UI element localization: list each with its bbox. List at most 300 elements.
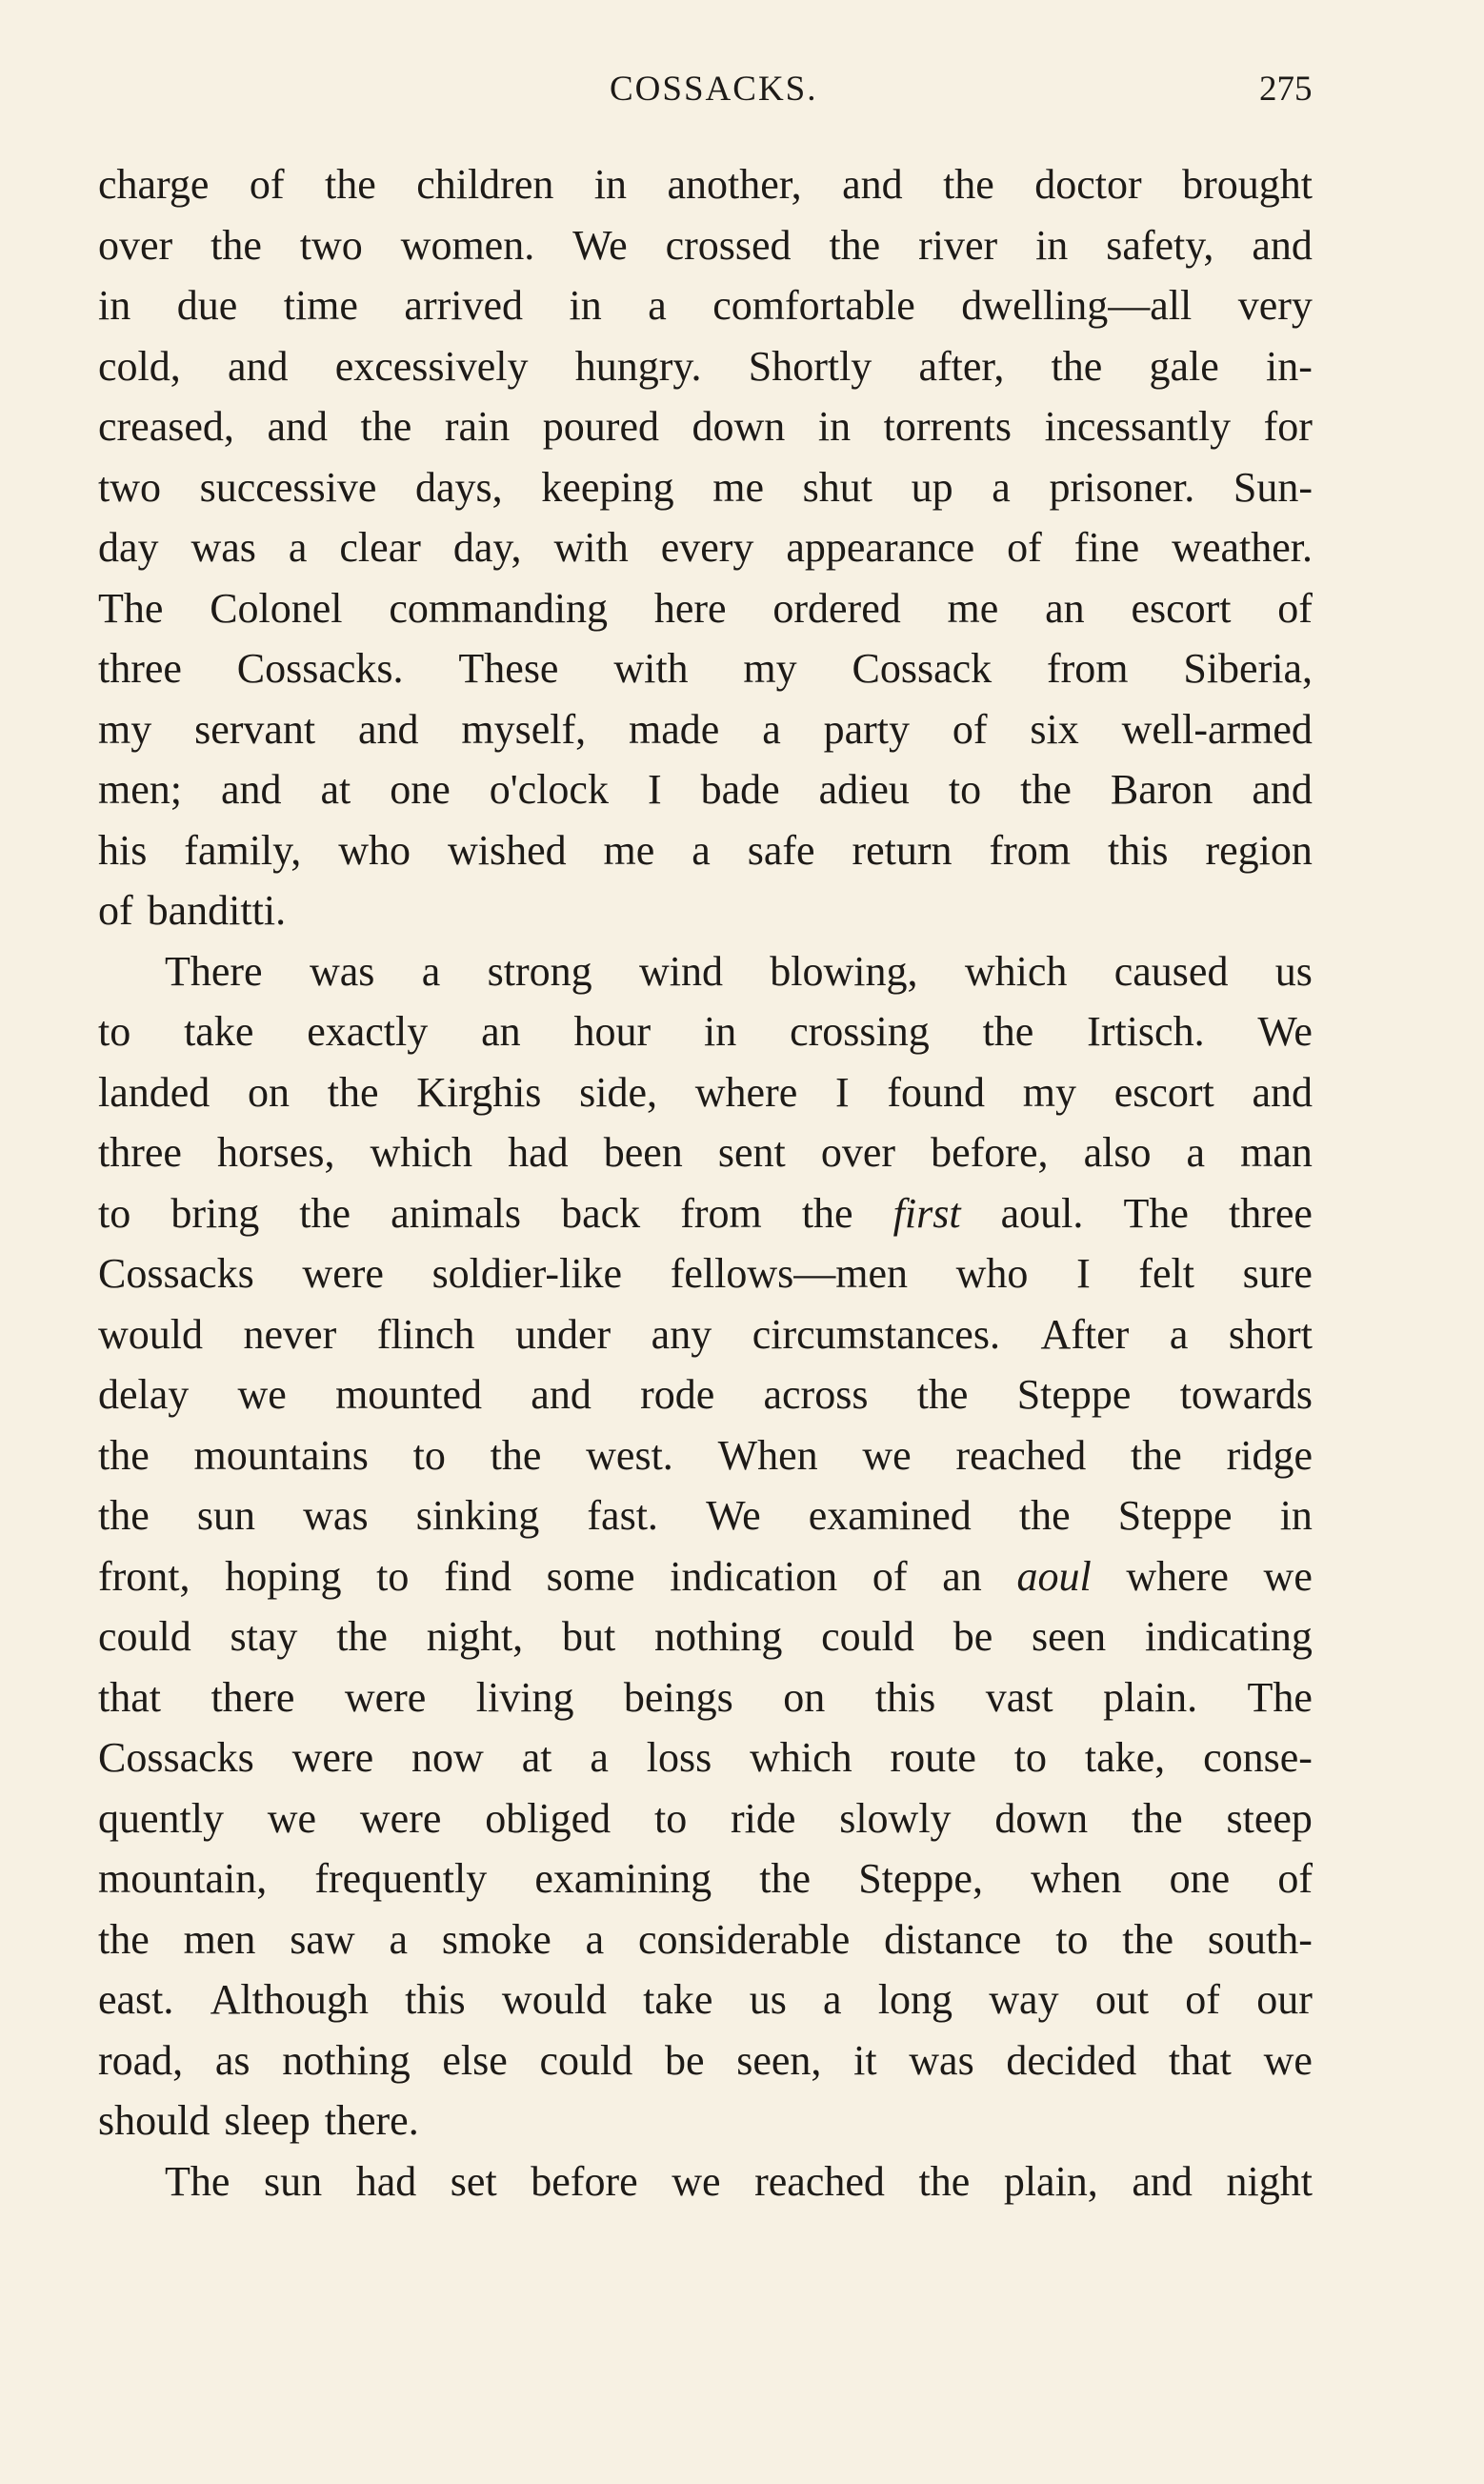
text-line (98, 1425, 1313, 1486)
word: escort (1131, 584, 1232, 632)
word: else (442, 2036, 508, 2084)
word: us (749, 1976, 787, 2023)
word: the (336, 1613, 388, 1660)
word: take (184, 1008, 254, 1055)
word: this (405, 1976, 466, 2023)
word: over (820, 1129, 896, 1176)
word: doctor (1034, 161, 1142, 208)
text-line (98, 1243, 1313, 1304)
word: When (717, 1431, 818, 1479)
word: the (98, 1431, 150, 1479)
word: I (1076, 1250, 1091, 1297)
word: could (821, 1613, 914, 1660)
word: a (692, 826, 711, 874)
word: I (834, 1068, 850, 1116)
word: of (1277, 584, 1313, 632)
word: of (249, 161, 285, 208)
text-line (98, 2090, 1313, 2151)
word: There (165, 947, 263, 995)
word: be (953, 1613, 993, 1660)
word: should (98, 2097, 211, 2144)
text-line (98, 215, 1313, 276)
word: find (444, 1552, 511, 1600)
word: due (176, 282, 238, 329)
word: ridge (1226, 1431, 1313, 1479)
word: appearance (786, 524, 975, 571)
word: family, (184, 826, 302, 874)
word: shut (802, 463, 872, 511)
italic-word: aoul (1016, 1552, 1092, 1600)
word: Colonel (210, 584, 343, 632)
word: of (1007, 524, 1042, 571)
word: sinking (415, 1492, 540, 1539)
word: in (1279, 1492, 1313, 1539)
word: down (994, 1794, 1089, 1842)
word: the (211, 221, 262, 269)
word: that (98, 1673, 161, 1721)
word: the (1131, 1794, 1183, 1842)
word: six (1030, 705, 1079, 753)
text-line (98, 396, 1313, 457)
word: commanding (389, 584, 609, 632)
word: excessively (334, 342, 529, 390)
word: We (572, 221, 628, 269)
word: river (918, 221, 998, 269)
word: three (98, 645, 182, 692)
word: west. (586, 1431, 673, 1479)
text-line (98, 2030, 1313, 2091)
word: the (916, 1371, 969, 1418)
word: crossing (790, 1008, 930, 1055)
word: successive (199, 463, 377, 511)
word: side, (579, 1068, 658, 1116)
word: and (531, 1371, 592, 1418)
word: night, (426, 1613, 524, 1660)
word: creased, (98, 403, 234, 450)
word: short (1228, 1310, 1313, 1358)
word: in (593, 161, 628, 208)
word: before, (931, 1129, 1049, 1176)
word: the (490, 1431, 542, 1479)
word: Although (210, 1976, 369, 2023)
word: The (1247, 1673, 1313, 1721)
word: horses, (217, 1129, 335, 1176)
word: who (955, 1250, 1029, 1297)
word: where (1126, 1552, 1229, 1600)
word: to (948, 766, 982, 813)
word: three (1228, 1189, 1313, 1237)
word: the (943, 161, 994, 208)
word: us (1274, 947, 1313, 995)
word: we (237, 1371, 287, 1418)
word: with (613, 645, 689, 692)
word: distance (884, 1915, 1022, 1963)
word: was (309, 947, 375, 995)
word: the (360, 403, 412, 450)
word: some (546, 1552, 635, 1600)
text-line (98, 699, 1313, 760)
word: were (302, 1250, 384, 1297)
word: the (982, 1008, 1034, 1055)
italic-word: first (892, 1189, 961, 1237)
word: to (653, 1794, 688, 1842)
word: in (817, 403, 852, 450)
word: weather. (1172, 524, 1313, 571)
word: one (1169, 1855, 1231, 1902)
word: we (1263, 1552, 1313, 1600)
word: two (299, 221, 363, 269)
word: been (603, 1129, 683, 1176)
text-line (98, 1122, 1313, 1183)
text-line (98, 1062, 1313, 1123)
word: ordered (772, 584, 901, 632)
word: the (801, 1189, 853, 1237)
word: up (911, 463, 953, 511)
word: clear (339, 524, 421, 571)
word: which (750, 1734, 852, 1781)
word: and (1252, 766, 1313, 813)
word: frequently (314, 1855, 488, 1902)
word: ride (731, 1794, 796, 1842)
text-line (98, 820, 1313, 881)
word: who (338, 826, 411, 874)
word: of (1277, 1855, 1313, 1902)
body-text (98, 154, 1313, 2211)
text-line (98, 517, 1313, 578)
word: vast (985, 1673, 1053, 1721)
word: here (653, 584, 727, 632)
word: reached (955, 1431, 1087, 1479)
word: nothing (282, 2036, 411, 2084)
word: the (1018, 1492, 1071, 1539)
word: the (1131, 1431, 1182, 1479)
word: fast. (587, 1492, 658, 1539)
word: had (508, 1129, 569, 1176)
word: at (320, 766, 351, 813)
page-number: 275 (1259, 70, 1313, 109)
text-line (98, 1727, 1313, 1788)
word: indicating (1144, 1613, 1313, 1660)
word: would (98, 1310, 203, 1358)
word: a (762, 705, 781, 753)
text-line (98, 457, 1313, 518)
word: animals (391, 1189, 521, 1237)
word: of (1185, 1976, 1220, 2023)
word: route (890, 1734, 976, 1781)
text-line (98, 1001, 1313, 1062)
word: gale (1149, 342, 1219, 390)
word: fine (1073, 524, 1140, 571)
word: slowly (839, 1794, 952, 1842)
word: wished (447, 826, 567, 874)
word: circumstances. (752, 1310, 1000, 1358)
word: mountain, (98, 1855, 268, 1902)
word: to (98, 1189, 131, 1237)
word: there. (324, 2097, 419, 2144)
text-line (98, 1606, 1313, 1667)
word: women. (400, 221, 535, 269)
word: hour (573, 1008, 652, 1055)
word: an (1045, 584, 1085, 632)
word: my (743, 645, 797, 692)
word: safety, (1106, 221, 1214, 269)
word: across (763, 1371, 869, 1418)
word: Steppe (1016, 1371, 1132, 1418)
word: Cossacks. (236, 645, 404, 692)
word: where (694, 1068, 798, 1116)
word: had (355, 2157, 417, 2205)
word: We (706, 1492, 761, 1539)
word: we (862, 1431, 912, 1479)
word: any (651, 1310, 712, 1358)
word: to (98, 1008, 131, 1055)
word: exactly (307, 1008, 429, 1055)
word: considerable (637, 1915, 851, 1963)
word: before (531, 2157, 638, 2205)
word: one (390, 766, 451, 813)
word: strong (487, 947, 592, 995)
word: Cossacks (98, 1250, 254, 1297)
text-line (98, 880, 1313, 941)
word: rode (640, 1371, 715, 1418)
word: south- (1207, 1915, 1313, 1963)
word: be (664, 2036, 705, 2084)
word: way (989, 1976, 1059, 2023)
word: to (376, 1552, 410, 1600)
word: with (553, 524, 629, 571)
word: beings (623, 1673, 733, 1721)
word: rain (444, 403, 511, 450)
word: These (458, 645, 559, 692)
word: at (521, 1734, 552, 1781)
word: seen, (736, 2036, 822, 2084)
word: we (267, 1794, 317, 1842)
word: Baron (1110, 766, 1213, 813)
word: Kirghis (416, 1068, 542, 1116)
word: was (909, 2036, 974, 2084)
word: return (852, 826, 953, 874)
word: men; (98, 766, 182, 813)
word: reached (754, 2157, 885, 2205)
word: a (992, 463, 1011, 511)
word: my (1022, 1068, 1076, 1116)
word: a (1169, 1310, 1189, 1358)
word: set (450, 2157, 497, 2205)
text-line (98, 1364, 1313, 1425)
text-line (98, 1667, 1313, 1728)
word: incessantly (1044, 403, 1232, 450)
word: under (514, 1310, 612, 1358)
word: made (629, 705, 720, 753)
word: of (98, 887, 133, 934)
word: our (1256, 1976, 1313, 2023)
word: it (853, 2036, 877, 2084)
word: and (227, 342, 289, 390)
word: would (501, 1976, 607, 2023)
word: the (1051, 342, 1103, 390)
text-line (98, 1788, 1313, 1849)
word: another, (667, 161, 802, 208)
text-line (98, 1909, 1313, 1970)
word: myself, (461, 705, 587, 753)
word: the (1122, 1915, 1174, 1963)
word: sleep (224, 2097, 311, 2144)
word: seen (1031, 1613, 1107, 1660)
word: and (1252, 1068, 1313, 1116)
word: nothing (653, 1613, 783, 1660)
word: which (370, 1129, 473, 1176)
text-line (98, 154, 1313, 215)
word: when (1031, 1855, 1122, 1902)
word: in (569, 282, 602, 329)
word: also (1083, 1129, 1152, 1176)
word: fellows—men (670, 1250, 909, 1297)
word: the (299, 1189, 351, 1237)
word: brought (1182, 161, 1313, 208)
word: Irtisch. (1087, 1008, 1205, 1055)
word: hoping (225, 1552, 342, 1600)
word: blowing, (770, 947, 918, 995)
word: were (291, 1734, 374, 1781)
word: and (1252, 221, 1313, 269)
word: smoke (441, 1915, 551, 1963)
word: we (672, 2157, 721, 2205)
word: a (590, 1734, 609, 1781)
word: and (842, 161, 903, 208)
word: day (98, 524, 159, 571)
word: sun (263, 2157, 323, 2205)
word: wind (638, 947, 723, 995)
word: three (98, 1129, 182, 1176)
word: felt (1138, 1250, 1195, 1297)
word: I (647, 766, 662, 813)
word: on (783, 1673, 826, 1721)
word: the (98, 1492, 150, 1539)
word: as (214, 2036, 251, 2084)
text-line (98, 275, 1313, 336)
text-line (98, 1848, 1313, 1909)
word: of (872, 1552, 908, 1600)
word: The (1123, 1189, 1189, 1237)
word: escort (1113, 1068, 1214, 1116)
word: to (412, 1431, 446, 1479)
word: bring (170, 1189, 260, 1237)
word: very (1237, 282, 1313, 329)
text-line (98, 941, 1313, 1002)
word: me (947, 584, 999, 632)
word: children (416, 161, 554, 208)
word: man (1240, 1129, 1313, 1176)
word: in (98, 282, 131, 329)
word: towards (1179, 1371, 1313, 1418)
word: and (220, 766, 282, 813)
word: obliged (485, 1794, 612, 1842)
word: adieu (818, 766, 910, 813)
word: road, (98, 2036, 184, 2084)
word: the (98, 1915, 150, 1963)
word: found (887, 1068, 986, 1116)
word: were (359, 1794, 442, 1842)
word: which (964, 947, 1068, 995)
word: and (358, 705, 419, 753)
word: flinch (376, 1310, 475, 1358)
word: take (643, 1976, 713, 2023)
word: could (98, 1613, 191, 1660)
word: living (475, 1673, 574, 1721)
word: the (324, 161, 376, 208)
word: an (942, 1552, 982, 1600)
text-line (98, 1183, 1313, 1244)
word: for (1263, 403, 1313, 450)
word: days, (415, 463, 503, 511)
word: two (98, 463, 161, 511)
word: cold, (98, 342, 181, 390)
word: a (288, 524, 308, 571)
word: this (1107, 826, 1169, 874)
word: never (243, 1310, 337, 1358)
chapter-title: COSSACKS. (610, 70, 818, 109)
word: long (877, 1976, 953, 2023)
word: on (248, 1068, 291, 1116)
word: decided (1006, 2036, 1137, 2084)
word: well-armed (1121, 705, 1313, 753)
word: of (952, 705, 988, 753)
word: torrents (883, 403, 1013, 450)
word: were (344, 1673, 427, 1721)
word: region (1205, 826, 1313, 874)
word: keeping (541, 463, 674, 511)
text-line (98, 1485, 1313, 1546)
word: After (1040, 1310, 1130, 1358)
text-line (98, 336, 1313, 397)
word: landed (98, 1068, 211, 1116)
word: prisoner. (1049, 463, 1195, 511)
word: to (1013, 1734, 1048, 1781)
text-line (98, 1969, 1313, 2030)
text-line (98, 638, 1313, 699)
word: down (692, 403, 786, 450)
word: an (481, 1008, 521, 1055)
word: the (1020, 766, 1072, 813)
word: bade (700, 766, 780, 813)
word: Cossacks (98, 1734, 254, 1781)
word: The (165, 2157, 231, 2205)
word: steep (1226, 1794, 1313, 1842)
word: Shortly (748, 342, 872, 390)
word: east. (98, 1976, 174, 2023)
word: me (603, 826, 655, 874)
word: examining (534, 1855, 712, 1902)
word: banditti. (147, 887, 287, 934)
word: a (389, 1915, 409, 1963)
word: from (989, 826, 1072, 874)
word: plain, (1003, 2157, 1098, 2205)
word: Steppe (1117, 1492, 1233, 1539)
word: arrived (404, 282, 524, 329)
word: a (823, 1976, 842, 2023)
word: dwelling—all (961, 282, 1193, 329)
word: from (680, 1189, 762, 1237)
word: the (918, 2157, 971, 2205)
word: and (267, 403, 328, 450)
word: but (561, 1613, 616, 1660)
word: o'clock (489, 766, 609, 813)
word: sure (1242, 1250, 1313, 1297)
word: a (1186, 1129, 1206, 1176)
text-line (98, 2151, 1313, 2212)
word: comfortable (712, 282, 915, 329)
text-line (98, 578, 1313, 639)
